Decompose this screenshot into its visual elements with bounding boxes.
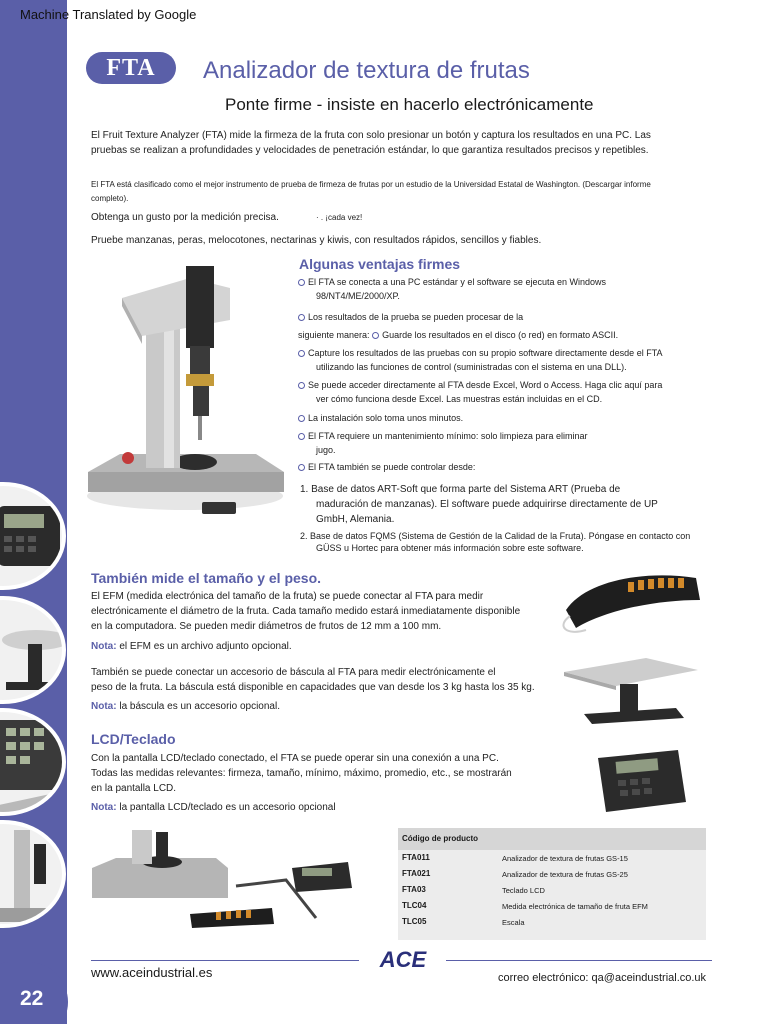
intro-p1-line1: El Fruit Texture Analyzer (FTA) mide la firmeza de la fruta con solo presionar un botón y captura los resultados en una PC. Las bbox=[91, 130, 651, 141]
footer-divider-right bbox=[446, 960, 712, 961]
fta-instrument-image bbox=[80, 258, 290, 514]
size-weight-heading: También mide el tamaño y el peso. bbox=[91, 570, 322, 586]
footer-website-link[interactable]: www.aceindustrial.es bbox=[91, 965, 213, 980]
table-row bbox=[398, 898, 706, 914]
intro-paragraph-1 bbox=[91, 128, 711, 158]
product-code: TLC04 bbox=[402, 901, 427, 910]
svg-text:ACE: ACE bbox=[379, 947, 427, 972]
scale-accessory-image bbox=[556, 648, 706, 728]
lcd-keypad-image bbox=[594, 744, 690, 816]
product-description: Analizador de textura de frutas GS-15 bbox=[502, 854, 628, 863]
page-title: Analizador de textura de frutas bbox=[203, 57, 530, 84]
intro-p3-left: Obtenga un gusto por la medición precisa. bbox=[91, 212, 279, 223]
advantage-item-6: El FTA requiere un mantenimiento mínimo: solo limpieza para eliminar jugo. bbox=[298, 429, 718, 457]
product-code: TLC05 bbox=[402, 917, 427, 926]
advantage-item-2-cont: siguiente manera: Guarde los resultados en el disco (o red) en formato ASCII. bbox=[298, 330, 619, 340]
circle-bullet-icon bbox=[298, 350, 305, 357]
lcd-heading: LCD/Teclado bbox=[91, 731, 176, 747]
intro-p3-right: · . ¡cada vez! bbox=[316, 213, 363, 222]
lcd-note: Nota: la pantalla LCD/teclado es un accesorio opcional bbox=[91, 802, 336, 813]
circle-bullet-icon bbox=[298, 433, 305, 440]
advantage-item-7: El FTA también se puede controlar desde: bbox=[298, 460, 718, 474]
product-code: FTA021 bbox=[402, 869, 431, 878]
table-row bbox=[398, 914, 706, 930]
circle-bullet-icon bbox=[372, 332, 379, 339]
numbered-item-2: 2. Base de datos FQMS (Sistema de Gestión de la Calidad de la Fruta). Póngase en contacto con GÜSS u Hortec para obtener más información sobre este software. bbox=[300, 531, 691, 553]
circle-bullet-icon bbox=[298, 382, 305, 389]
page-number: 22 bbox=[20, 987, 44, 1010]
size-weight-paragraph-2: También se puede conectar un accesorio de báscula al FTA para medir electrónicamente el peso de la fruta. La báscula está disponible en capacidades que van desde los 3 kg hasta los 35 kg. bbox=[91, 667, 535, 693]
circle-bullet-icon bbox=[298, 415, 305, 422]
advantage-item-4: Se puede acceder directamente al FTA desde Excel, Word o Access. Haga clic aquí para ver cómo funciona desde Excel. Las muestras están incluidas en el CD. bbox=[298, 378, 718, 406]
advantage-item-1: El FTA se conecta a una PC estándar y el software se ejecuta en Windows 98/NT4/ME/2000/XP. bbox=[298, 275, 718, 303]
lcd-paragraph: Con la pantalla LCD/teclado conectado, el FTA se puede operar sin una conexión a una PC. Todas las medidas relevantes: firmeza, tamaño, mínimo, máximo, promedio, etc., se mostrarán en la pantalla LCD. bbox=[91, 753, 512, 794]
advantage-item-5: La instalación solo toma unos minutos. bbox=[298, 411, 718, 425]
table-row bbox=[398, 850, 706, 866]
product-description: Analizador de textura de frutas GS-25 bbox=[502, 870, 628, 879]
intro-paragraph-2 bbox=[91, 178, 711, 206]
footer-divider-left bbox=[91, 960, 359, 961]
intro-p1-line2: pruebas se realizan a profundidades y velocidades de penetración estándar, lo que garantiza resultados precisos y repetibles. bbox=[91, 145, 649, 156]
product-code-table bbox=[398, 828, 706, 940]
translation-banner-text: Machine Translated by Google bbox=[20, 7, 197, 22]
product-code: FTA03 bbox=[402, 885, 426, 894]
product-description: Medida electrónica de tamaño de fruta EFM bbox=[502, 902, 648, 911]
intro-p2-line1: El FTA está clasificado como el mejor instrumento de prueba de firmeza de frutas por un estudio de la Universidad Estatal de Washington. (Descargar informe bbox=[91, 180, 651, 189]
intro-paragraph-4: Pruebe manzanas, peras, melocotones, nectarinas y kiwis, con resultados rápidos, sencillos y fiables. bbox=[91, 235, 542, 246]
size-weight-note-1: Nota: el EFM es un archivo adjunto opcional. bbox=[91, 641, 292, 652]
product-description: Teclado LCD bbox=[502, 886, 545, 895]
product-table-header: Código de producto bbox=[398, 828, 706, 850]
advantages-heading: Algunas ventajas firmes bbox=[299, 256, 461, 272]
advantage-item-2: Los resultados de la prueba se pueden procesar de la bbox=[298, 310, 718, 324]
product-code: FTA011 bbox=[402, 853, 430, 862]
translation-banner bbox=[0, 0, 768, 28]
product-description: Escala bbox=[502, 918, 525, 927]
table-row bbox=[398, 866, 706, 882]
fta-logo bbox=[86, 52, 176, 84]
table-row bbox=[398, 882, 706, 898]
efm-device-image bbox=[556, 570, 706, 640]
fta-logo-text: FTA bbox=[106, 54, 156, 81]
numbered-item-1: 1. Base de datos ART-Soft que forma parte del Sistema ART (Prueba de maduración de manzanas). El software puede adquirirse directamente de UP GmbH, Alemania. bbox=[300, 484, 658, 525]
circle-bullet-icon bbox=[298, 314, 305, 321]
advantage-item-3: Capture los resultados de las pruebas con su propio software directamente desde el FTA utilizando las funciones de control (suministradas con el sistema en una DLL). bbox=[298, 346, 718, 374]
complete-system-image bbox=[86, 828, 386, 940]
circle-bullet-icon bbox=[298, 464, 305, 471]
circle-bullet-icon bbox=[298, 279, 305, 286]
intro-p2-line2: completo). bbox=[91, 194, 129, 203]
size-weight-paragraph-1: El EFM (medida electrónica del tamaño de la fruta) se puede conectar al FTA para medir electrónicamente el diámetro de la fruta. Cada tamaño medido estará inmediatamente disponible en la computadora. Se pueden medir diámetros de frutos de 12 mm a 100 mm. bbox=[91, 591, 521, 632]
size-weight-note-2: Nota: la báscula es un accesorio opcional. bbox=[91, 701, 280, 712]
ace-logo bbox=[372, 946, 434, 972]
page-subtitle: Ponte firme - insiste en hacerlo electrónicamente bbox=[225, 95, 594, 114]
footer-email[interactable]: correo electrónico: qa@aceindustrial.co.uk bbox=[498, 972, 707, 984]
